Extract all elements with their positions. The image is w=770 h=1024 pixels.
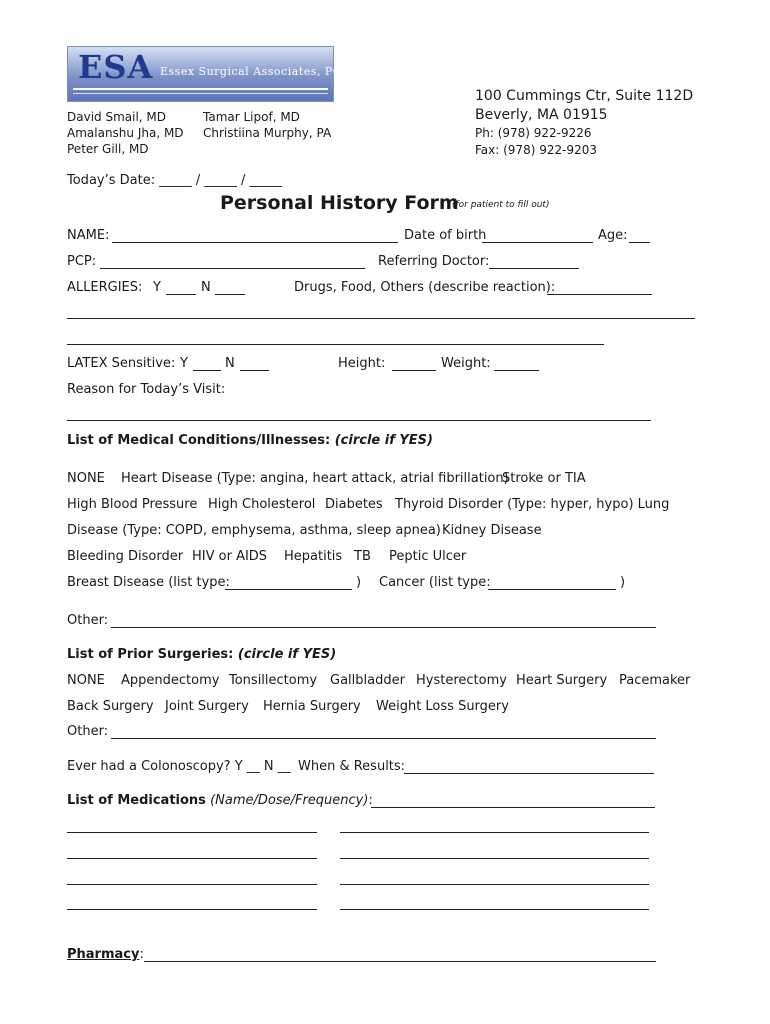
latex-yes-field[interactable] — [193, 370, 221, 371]
doctors-column-1 — [67, 109, 184, 157]
condition-option[interactable]: TB — [354, 549, 371, 564]
cancer-label[interactable]: Cancer (list type: — [379, 575, 491, 590]
condition-option[interactable]: Bleeding Disorder — [67, 549, 184, 564]
doctor-name: Peter Gill, MD — [67, 142, 149, 156]
reason-field[interactable] — [67, 420, 651, 421]
medication-field[interactable] — [340, 884, 649, 885]
paren-close: ) — [620, 575, 626, 590]
latex-yes-label: Y — [180, 356, 188, 371]
latex-label: LATEX Sensitive: — [67, 356, 176, 371]
conditions-header-note: (circle if YES) — [334, 433, 433, 448]
conditions-other-label: Other: — [67, 613, 109, 628]
medication-field[interactable] — [340, 832, 649, 833]
allergies-label: ALLERGIES: — [67, 280, 143, 295]
medication-field[interactable] — [67, 832, 317, 833]
reason-label: Reason for Today’s Visit: — [67, 382, 226, 397]
surgery-option[interactable]: Joint Surgery — [165, 699, 249, 714]
todays-date-line[interactable]: Today’s Date: _____ / _____ / _____ — [67, 173, 283, 188]
age-field[interactable] — [629, 242, 650, 243]
surgery-option[interactable]: Tonsillectomy — [229, 673, 318, 688]
medication-field[interactable] — [67, 909, 317, 910]
conditions-header — [67, 433, 433, 448]
surgery-option[interactable]: Weight Loss Surgery — [376, 699, 509, 714]
condition-option[interactable]: High Cholesterol — [208, 497, 316, 512]
condition-option[interactable]: Disease (Type: COPD, emphysema, asthma, sleep apnea) — [67, 523, 441, 538]
conditions-other-field[interactable] — [111, 627, 656, 628]
pcp-label: PCP: — [67, 254, 97, 269]
allergies-describe-field[interactable] — [547, 294, 652, 295]
condition-option[interactable]: HIV or AIDS — [192, 549, 268, 564]
condition-option[interactable]: Kidney Disease — [442, 523, 542, 538]
condition-option[interactable]: Stroke or TIA — [502, 471, 586, 486]
surgery-option[interactable]: Hysterectomy — [416, 673, 507, 688]
age-label: Age: — [598, 228, 628, 243]
surgery-option[interactable]: Appendectomy — [121, 673, 220, 688]
phone-number: Ph: (978) 922-9226 — [475, 126, 592, 140]
allergies-describe-line-2[interactable] — [67, 318, 695, 319]
medications-colon: : — [368, 793, 373, 808]
doctor-name: Christiina Murphy, PA — [203, 126, 332, 140]
logo-letters: ESA — [78, 48, 154, 86]
allergies-no-field[interactable] — [215, 294, 245, 295]
form-title: Personal History Form — [220, 192, 459, 214]
pharmacy-label: Pharmacy — [67, 947, 140, 962]
weight-label: Weight: — [441, 356, 491, 371]
cancer-type-field[interactable] — [488, 589, 616, 590]
allergies-yes-label: Y — [153, 280, 161, 295]
name-field[interactable] — [112, 242, 398, 243]
medication-field[interactable] — [67, 884, 317, 885]
name-label: NAME: — [67, 228, 110, 243]
pharmacy-colon: : — [139, 947, 144, 962]
dob-label: Date of birth — [404, 228, 487, 243]
latex-no-label: N — [225, 356, 235, 371]
paren-close: ) — [356, 575, 362, 590]
fax-number: Fax: (978) 922-9203 — [475, 143, 597, 157]
surgery-option[interactable]: Back Surgery — [67, 699, 154, 714]
surgery-option[interactable]: NONE — [67, 673, 105, 688]
form-subtitle: (for patient to fill out) — [452, 200, 550, 210]
medication-field[interactable] — [67, 858, 317, 859]
height-field[interactable] — [392, 370, 436, 371]
surgeries-header-note: (circle if YES) — [237, 647, 337, 662]
medications-header-note: (Name/Dose/Frequency) — [210, 793, 369, 808]
breast-disease-label[interactable]: Breast Disease (list type: — [67, 575, 230, 590]
logo-practice-name: Essex Surgical Associates, PC — [160, 65, 342, 78]
surgeries-other-field[interactable] — [111, 738, 656, 739]
surgery-option[interactable]: Pacemaker — [619, 673, 691, 688]
medications-header — [67, 793, 373, 808]
doctor-name: David Smail, MD — [67, 110, 167, 124]
address-line-1: 100 Cummings Ctr, Suite 112D — [475, 88, 694, 104]
height-label: Height: — [338, 356, 386, 371]
weight-field[interactable] — [494, 370, 539, 371]
pharmacy-field[interactable] — [144, 961, 656, 962]
pcp-field[interactable] — [100, 268, 365, 269]
address-line-2: Beverly, MA 01915 — [475, 107, 608, 123]
condition-option[interactable]: NONE — [67, 471, 105, 486]
colonoscopy-when-label: When & Results: — [298, 759, 406, 774]
condition-option[interactable]: Thyroid Disorder (Type: hyper, hypo) Lung — [395, 497, 670, 512]
latex-no-field[interactable] — [240, 370, 269, 371]
doctor-name: Amalanshu Jha, MD — [67, 126, 184, 140]
condition-option[interactable]: Diabetes — [325, 497, 383, 512]
doctors-column-2 — [203, 109, 331, 141]
logo-divider — [73, 88, 328, 90]
surgery-option[interactable]: Heart Surgery — [516, 673, 608, 688]
surgeries-header — [67, 647, 336, 662]
medication-field[interactable] — [371, 807, 655, 808]
medication-field[interactable] — [340, 909, 649, 910]
pharmacy-label-group — [67, 947, 144, 962]
condition-option[interactable]: High Blood Pressure — [67, 497, 198, 512]
dob-field[interactable] — [482, 242, 593, 243]
surgeries-other-label: Other: — [67, 724, 109, 739]
allergies-no-label: N — [201, 280, 211, 295]
practice-address — [475, 87, 693, 159]
conditions-header-label: List of Medical Conditions/Illnesses: — [67, 433, 331, 448]
colonoscopy-question[interactable]: Ever had a Colonoscopy? Y __ N __ — [67, 759, 291, 774]
doctor-name: Tamar Lipof, MD — [203, 110, 300, 124]
referring-doctor-field[interactable] — [489, 268, 579, 269]
logo-divider-thin — [73, 93, 328, 94]
practice-logo — [67, 46, 342, 102]
surgery-option[interactable]: Hernia Surgery — [263, 699, 361, 714]
surgeries-header-label: List of Prior Surgeries: — [67, 647, 234, 662]
condition-option[interactable]: Heart Disease (Type: angina, heart attack, atrial fibrillation) — [121, 471, 509, 486]
colonoscopy-when-field[interactable] — [404, 773, 654, 774]
condition-option[interactable]: Peptic Ulcer — [389, 549, 467, 564]
surgery-option[interactable]: Gallbladder — [330, 673, 405, 688]
allergies-describe-label: Drugs, Food, Others (describe reaction): — [294, 280, 556, 295]
allergies-describe-line-3[interactable] — [67, 344, 604, 345]
breast-disease-type-field[interactable] — [225, 589, 352, 590]
referring-doctor-label: Referring Doctor: — [378, 254, 490, 269]
medications-header-label: List of Medications — [67, 793, 206, 808]
allergies-yes-field[interactable] — [166, 294, 196, 295]
condition-option[interactable]: Hepatitis — [284, 549, 343, 564]
medication-field[interactable] — [340, 858, 649, 859]
